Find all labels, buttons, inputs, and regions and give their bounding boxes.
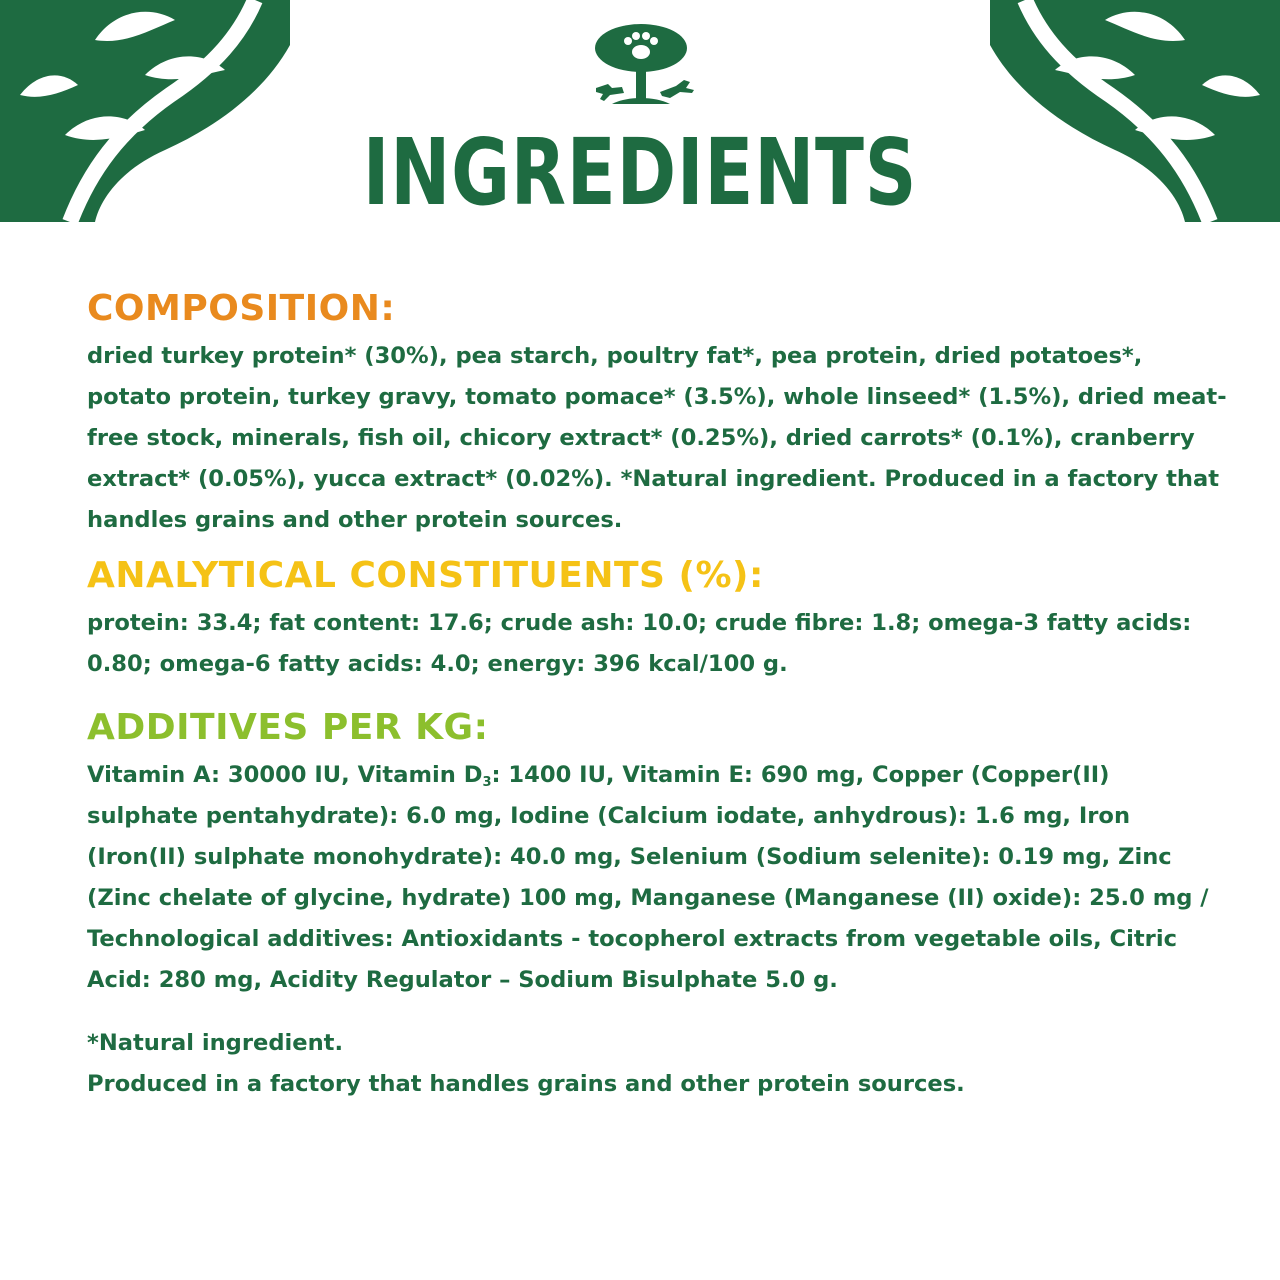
ingredients-content	[87, 284, 1227, 1105]
composition-heading: COMPOSITION:	[87, 288, 396, 329]
vitamin-d-subscript: 3	[482, 775, 492, 790]
additives-heading: ADDITIVES PER KG:	[87, 707, 489, 748]
page-title: INGREDIENTS	[362, 119, 918, 226]
tree-paw-logo-icon	[582, 18, 700, 116]
additives-text-rest: : 1400 IU, Vitamin E: 690 mg, Copper (Copper(II) sulphate pentahydrate): 6.0 mg, Iodine (Calcium iodate, anhydrous): 1.6 mg, Iron (Iron(II) sulphate monohydrate): 40.0 mg, Selenium (Sodium selenite): 0.19 mg, Zinc (Zinc chelate of glycine, hydrate) 100 mg, Manganese (Manganese (II) oxide): 25.0 mg / Technological additives: Antioxidants - tocopherol extracts from vegetable oils, Citric Acid: 280 mg, Acidity Regulator – Sodium Bisulphate 5.0 g.	[87, 762, 1209, 993]
footnote-natural-ingredient: *Natural ingredient.	[87, 1030, 344, 1056]
analytical-constituents-heading: ANALYTICAL CONSTITUENTS (%):	[87, 555, 764, 596]
composition-text: dried turkey protein* (30%), pea starch, poultry fat*, pea protein, dried potatoes*, potato protein, turkey gravy, tomato pomace* (3.5%), whole linseed* (1.5%), dried meat-free stock, minerals, fish oil, chicory extract* (0.25%), dried carrots* (0.1%), cranberry extract* (0.05%), yucca extract* (0.02%). *Natural ingredient. Produced in a factory that handles grains and other protein sources.	[87, 343, 1227, 533]
additives-text-start: Vitamin A: 30000 IU, Vitamin D	[87, 762, 483, 788]
additives-text	[87, 755, 1227, 1001]
footnote-factory-statement: Produced in a factory that handles grains and other protein sources.	[87, 1071, 965, 1097]
analytical-constituents-text: protein: 33.4; fat content: 17.6; crude ash: 10.0; crude fibre: 1.8; omega-3 fatty acids: 0.80; omega-6 fatty acids: 4.0; energy: 396 kcal/100 g.	[87, 610, 1192, 677]
